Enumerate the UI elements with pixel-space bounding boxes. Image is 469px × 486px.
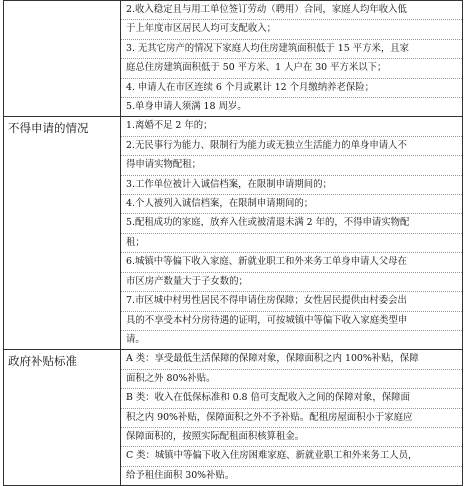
section-content (121, 117, 463, 350)
content-line: 4. 申请人在市区连续 6 个月或累计 12 个月缴纳养老保险； (121, 79, 462, 98)
content-line: 租； (121, 234, 462, 253)
section-label: 政府补贴标准 (4, 350, 121, 486)
table-row (4, 1, 463, 117)
table-row (4, 350, 463, 486)
content-line: 具的不享受本村分房待遇的证明，可按城镇中等偏下收入家庭类型申 (121, 312, 462, 331)
content-line: 4.个人被列入诚信档案，在限制申请期间的； (121, 195, 462, 214)
content-line: B 类：收入在低保标准和 0.8 倍可支配收入之间的保障对象，保障面 (121, 389, 462, 408)
content-line: 1.离婚不足 2 年的； (121, 117, 462, 136)
content-line: 3. 无其它房产的情况下家庭人均住房建筑面积低于 15 平方米，且家 (121, 40, 462, 59)
content-line: 5.单身申请人须满 18 周岁。 (126, 101, 247, 113)
table-row (4, 117, 463, 350)
content-line: C 类：城镇中等偏下收入住房困难家庭、新就业职工和外来务工人员， (121, 447, 462, 466)
policy-document (3, 0, 463, 486)
content-line: 5.配租成功的家庭，放弃入住或被清退未满 2 年的，不得申请实物配 (121, 214, 462, 233)
content-line: 7.市区城中村男性居民不得申请住房保障；女性居民提供由村委会出 (121, 292, 462, 311)
content-line: 市区房产数量大于子女数的； (121, 273, 462, 292)
content-line: 庭总住房建筑面积低于 50 平方米、1 人户在 30 平方米以下； (121, 59, 462, 78)
content-line: 积之内 90%补贴，保障面积之外不予补贴。配租房屋面积小于家庭应 (121, 409, 462, 428)
section-content (121, 1, 463, 117)
content-line: 6.城镇中等偏下收入家庭、新就业职工和外来务工单身申请人父母在 (121, 253, 462, 272)
content-line: 请。 (126, 333, 145, 345)
content-line: 得申请实物配租； (121, 156, 462, 175)
policy-table (3, 0, 463, 486)
content-line: 给予租住面积 30%补贴。 (126, 469, 235, 481)
section-label: 不得申请的情况 (4, 117, 121, 350)
content-line: 2.无民事行为能力、限制行为能力或无独立生活能力的单身申请人不 (121, 137, 462, 156)
content-line: 2.收入稳定且与用工单位签订劳动（聘用）合同，家庭人均年收入低 (121, 1, 462, 20)
content-line: 于上年度市区居民人均可支配收入； (121, 20, 462, 39)
content-line: A 类：享受最低生活保障的保障对象，保障面积之内 100%补贴，保障 (121, 350, 462, 369)
section-label (4, 1, 121, 117)
content-line: 3.工作单位被计入诚信档案，在限制申请期间的； (121, 176, 462, 195)
content-line: 面积之外 80%补贴。 (121, 370, 462, 389)
section-content (121, 350, 463, 486)
content-line: 保障面积的，按照实际配租面积核算租金。 (121, 428, 462, 447)
